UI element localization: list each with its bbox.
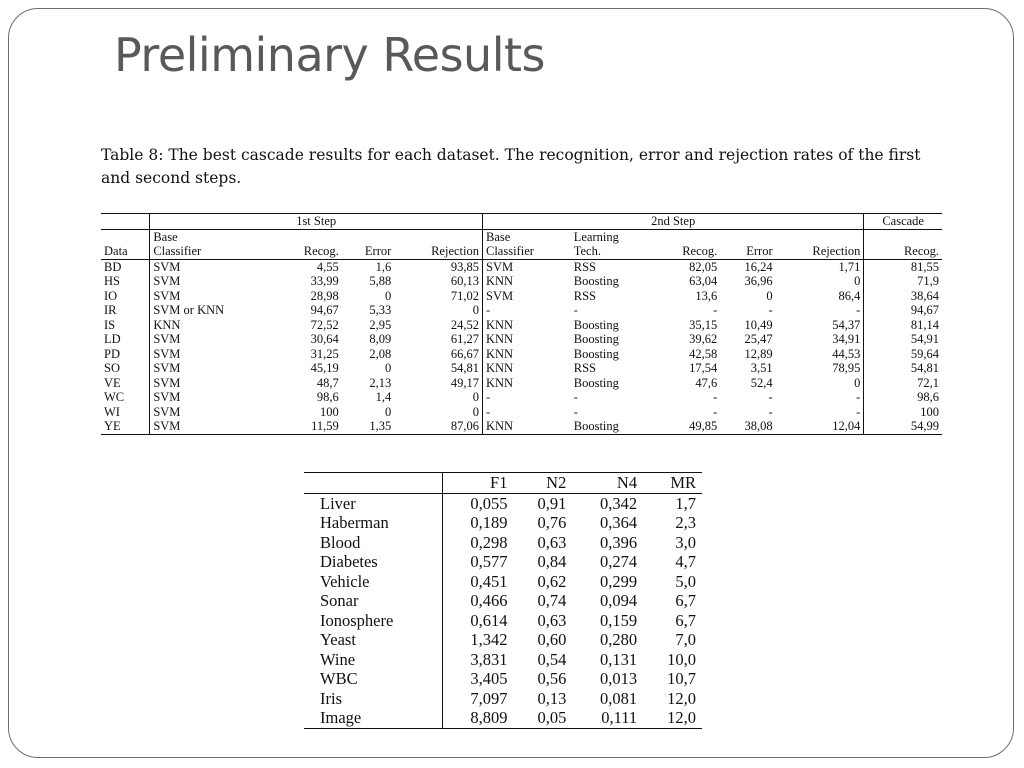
- table8-cell: SVM: [153, 274, 181, 288]
- table8-cell: -: [486, 303, 491, 317]
- table8-header-cell: Data: [101, 244, 150, 259]
- table8-cell: -: [776, 405, 864, 420]
- table8-cell: 66,67: [394, 347, 482, 362]
- table8-cell: 2,95: [369, 317, 392, 332]
- table8-cell: 72,1: [917, 375, 939, 390]
- table2-row: [304, 630, 702, 650]
- table8-cell: KNN: [486, 274, 514, 288]
- table8-cell: -: [486, 404, 491, 419]
- table8-group-header-empty: [101, 214, 150, 230]
- table8-cell: 2,13: [369, 375, 392, 390]
- table8-body: [101, 259, 942, 434]
- table8-cell: 0: [394, 303, 482, 318]
- table8-cell: 60,13: [394, 274, 482, 289]
- table2-row: [304, 533, 702, 553]
- table8-cell: 81,14: [910, 317, 939, 332]
- table8-cell: 72,52: [310, 317, 339, 332]
- slide-title: Preliminary Results: [114, 28, 545, 82]
- table8-cell: 24,52: [394, 318, 482, 333]
- table2-value: 0,63: [537, 532, 567, 552]
- table2-value: 1,7: [675, 493, 696, 513]
- table2-dataset-name: Image: [304, 708, 442, 728]
- table8-cell: KNN: [486, 332, 514, 346]
- table2-dataset-name: Iris: [304, 689, 442, 709]
- table2-header-cell: [304, 473, 442, 494]
- table2-value: 4,7: [675, 552, 696, 571]
- table2-dataset-name: Sonar: [304, 591, 442, 611]
- table8-cell: -: [713, 404, 718, 419]
- table8-cell: 0: [385, 361, 392, 375]
- table2-row: [304, 611, 702, 631]
- table8-cell: 42,58: [689, 346, 718, 361]
- table8-cell: -: [573, 303, 578, 317]
- table8-cell: 63,04: [689, 274, 718, 288]
- table2-value: 0,081: [599, 688, 638, 708]
- table2-row: [304, 650, 702, 670]
- table2-row: [304, 708, 702, 728]
- table8-header-cell: Tech.: [571, 244, 654, 259]
- table2-row: [304, 513, 702, 533]
- table2-body: [304, 493, 702, 728]
- table8-cell: -: [768, 303, 773, 317]
- table8-header-cell: Classifier: [150, 244, 275, 259]
- table8-cell: RSS: [573, 361, 596, 375]
- table2-value: 8,809: [442, 708, 513, 728]
- table8-cell: 30,64: [310, 332, 339, 346]
- table8-cell: 49,85: [654, 419, 721, 434]
- table2-value: 1,342: [470, 630, 508, 649]
- table2-value: 0,91: [537, 493, 567, 513]
- table2-value: 10,0: [667, 649, 696, 669]
- table2-header-row: [304, 473, 702, 494]
- table8-cell: 54,81: [394, 361, 482, 376]
- table8-header-row-1: [101, 229, 942, 244]
- table8-cell: 47,6: [695, 375, 718, 390]
- table8-cell: -: [768, 404, 773, 419]
- table8-row: [101, 318, 942, 333]
- table8-cell: 33,99: [310, 274, 339, 288]
- table8-cell: 48,7: [316, 375, 339, 390]
- table8-cell: 39,62: [689, 332, 718, 346]
- table8-header-cell: Error: [720, 244, 775, 259]
- table8-cell: 36,96: [744, 274, 773, 288]
- table8-cell: 3,51: [750, 361, 773, 375]
- table2-value: 0,466: [470, 591, 508, 610]
- table8-cell: 71,02: [394, 289, 482, 304]
- table2-value: 0,56: [537, 669, 567, 688]
- table8-cell: 100: [920, 404, 939, 419]
- table2-value: 0,342: [599, 493, 638, 513]
- table8-group-header-1st-step: 1st Step: [150, 214, 483, 230]
- table8-cell: 10,49: [744, 317, 773, 332]
- table8-cell: Boosting: [573, 375, 619, 390]
- table8-row: [101, 274, 942, 289]
- table8-cell: -: [573, 404, 578, 419]
- table2-value: 10,7: [667, 669, 696, 688]
- table2-value: 0,131: [599, 649, 638, 669]
- table8-cell: -: [768, 390, 773, 404]
- table8-cell: IR: [101, 303, 150, 318]
- table8-cell: VE: [101, 376, 150, 391]
- table8-cell: WI: [101, 405, 150, 420]
- table8-cell: 34,91: [776, 332, 864, 347]
- table8-cell: SVM: [153, 361, 181, 375]
- table8-cell: 54,37: [776, 318, 864, 333]
- table8-cell: 31,25: [310, 346, 339, 361]
- table8-cell: 0: [385, 288, 392, 303]
- table2-row: [304, 572, 702, 592]
- table8-cell: 49,17: [394, 376, 482, 391]
- table8-cell: 11,59: [275, 419, 342, 434]
- table8-cell: Boosting: [573, 346, 619, 361]
- table8-row: [101, 332, 942, 347]
- table8-cell: SVM or KNN: [153, 303, 225, 317]
- table8-cell: YE: [101, 419, 150, 434]
- table8-cell: 5,33: [369, 303, 392, 317]
- table8-cell: 61,27: [394, 332, 482, 347]
- table2-row: [304, 669, 702, 689]
- table8-row: [101, 347, 942, 362]
- table8-row: [101, 303, 942, 318]
- table8-cell: -: [776, 303, 864, 318]
- table8-cell: KNN: [483, 419, 571, 434]
- table8-cell: 78,95: [776, 361, 864, 376]
- cascade-results-table: [101, 213, 942, 435]
- table2-value: 3,405: [470, 669, 508, 688]
- table8-cell: SVM: [153, 332, 181, 346]
- table2-dataset-name: Blood: [304, 533, 442, 553]
- table8-cell: 86,4: [776, 289, 864, 304]
- table8-cell: -: [713, 303, 718, 317]
- table8-cell: 94,67: [910, 303, 939, 317]
- table8-cell: IS: [101, 318, 150, 333]
- table8-cell: -: [486, 390, 491, 404]
- table8-cell: 35,15: [689, 317, 718, 332]
- table2-value: 0,274: [599, 552, 638, 571]
- table8-cell: RSS: [573, 259, 596, 274]
- table2-dataset-name: Diabetes: [304, 552, 442, 572]
- table8-cell: 2,08: [369, 346, 392, 361]
- table8-row: [101, 419, 942, 434]
- table2-value: 0,364: [599, 513, 638, 532]
- table8-cell: 81,55: [910, 259, 939, 274]
- table2-value: 6,7: [675, 610, 696, 630]
- table2-value: 0,159: [599, 610, 638, 630]
- table8-cell: SVM: [486, 288, 514, 303]
- table8-caption: Table 8: The best cascade results for each dataset. The recognition, error and rejection rates of the first and second steps.: [101, 146, 921, 187]
- table8-cell: Boosting: [573, 317, 619, 332]
- table2-row: [304, 591, 702, 611]
- table8-cell: Boosting: [573, 274, 619, 288]
- table8-cell: PD: [101, 347, 150, 362]
- table8-header-cell: Error: [342, 244, 394, 259]
- table8-header-cell: Classifier: [483, 244, 571, 259]
- table8-header-learning: Learning: [573, 229, 619, 244]
- table8-cell: 12,04: [776, 419, 864, 434]
- table2-value: 0,54: [537, 649, 567, 669]
- table2-value: 0,05: [513, 708, 572, 728]
- table2-row: [304, 689, 702, 709]
- table2-value: 0,396: [599, 532, 638, 552]
- table8-cell: 93,85: [394, 259, 482, 274]
- table2-value: 3,0: [675, 532, 696, 552]
- table8-cell: 82,05: [689, 259, 718, 274]
- table2-header-cell: F1: [442, 473, 513, 494]
- table8-cell: 38,64: [910, 288, 939, 303]
- table8-group-header-row: [101, 214, 942, 230]
- table8-cell: 98,6: [917, 390, 939, 404]
- table2-value: 0,62: [537, 571, 567, 591]
- table8-cell: 0: [394, 405, 482, 420]
- table8-group-header-cascade: Cascade: [864, 214, 942, 230]
- table2-value: 12,0: [643, 708, 702, 728]
- table8-cell: 0: [385, 404, 392, 419]
- table8-header-base-1: Base: [153, 229, 178, 244]
- table2-header-cell: N2: [513, 473, 572, 494]
- table8-cell: -: [573, 390, 578, 404]
- table8-cell: KNN: [486, 346, 514, 361]
- table8-cell: 71,9: [917, 274, 939, 288]
- table8-cell: 16,24: [744, 259, 773, 274]
- table8-cell: SVM: [153, 288, 181, 303]
- table2-row: [304, 552, 702, 572]
- table8-cell: BD: [101, 259, 150, 274]
- table2-value: 6,7: [675, 591, 696, 610]
- table2-dataset-name: Haberman: [304, 513, 442, 533]
- table8-cell: 25,47: [744, 332, 773, 346]
- table8-row: [101, 390, 942, 405]
- table8-cell: LD: [101, 332, 150, 347]
- table2-value: 0,13: [537, 688, 567, 708]
- table2-value: 0,84: [537, 552, 567, 571]
- table2-value: 0,614: [470, 610, 508, 630]
- table8-cell: 5,88: [369, 274, 392, 288]
- table8-cell: 1,71: [776, 259, 864, 274]
- table8-cell: 8,09: [369, 332, 392, 346]
- table8-cell: 1,35: [342, 419, 394, 434]
- table8-header-row-2: [101, 244, 942, 259]
- table2-dataset-name: Ionosphere: [304, 611, 442, 631]
- table8-cell: KNN: [486, 361, 514, 375]
- table8-cell: 12,89: [744, 346, 773, 361]
- table8-row: [101, 361, 942, 376]
- table8-cell: 54,91: [910, 332, 939, 346]
- table2-value: 0,76: [537, 513, 567, 532]
- table8-cell: 1,4: [375, 390, 392, 404]
- table8-cell: -: [776, 390, 864, 405]
- table8-cell: 1,6: [375, 259, 392, 274]
- table2-value: 12,0: [667, 688, 696, 708]
- table8-cell: Boosting: [573, 332, 619, 346]
- table2-dataset-name: Yeast: [304, 630, 442, 650]
- table2-value: 0,63: [537, 610, 567, 630]
- table8-cell: 87,06: [394, 419, 482, 434]
- table8-cell: SVM: [153, 375, 181, 390]
- table2-row: [304, 493, 702, 513]
- table2-value: 0,013: [599, 669, 638, 688]
- table8-header-cell: Rejection: [776, 244, 864, 259]
- table8-cell: SVM: [153, 390, 181, 404]
- table8-cell: 0: [394, 390, 482, 405]
- table8-header-base-2: Base: [486, 229, 511, 244]
- table2-value: 0,299: [599, 571, 638, 591]
- table8-header-cell: Recog.: [654, 244, 721, 259]
- table8-cell: 28,98: [310, 288, 339, 303]
- table8-cell: Boosting: [571, 419, 654, 434]
- table8-header-cell: Recog.: [275, 244, 342, 259]
- table2-value: 7,097: [470, 688, 508, 708]
- table8-cell: 94,67: [310, 303, 339, 317]
- table8-row: [101, 289, 942, 304]
- table8-cell: 4,55: [316, 259, 339, 274]
- table8-cell: 17,54: [689, 361, 718, 375]
- table8-cell: 45,19: [310, 361, 339, 375]
- table2-value: 0,577: [470, 552, 508, 571]
- table2-dataset-name: Liver: [304, 493, 442, 513]
- table8-cell: 52,4: [750, 375, 773, 390]
- table2-value: 0,451: [470, 571, 508, 591]
- table2-value: 3,831: [470, 649, 508, 669]
- table8-cell: SVM: [153, 346, 181, 361]
- table8-cell: -: [713, 390, 718, 404]
- table8-cell: KNN: [153, 317, 181, 332]
- table2-header-cell: N4: [572, 473, 643, 494]
- table2-value: 0,189: [470, 513, 508, 532]
- table8-cell: KNN: [486, 317, 514, 332]
- table8-cell: SO: [101, 361, 150, 376]
- table8-cell: 100: [320, 404, 339, 419]
- table8-cell: 13,6: [695, 288, 718, 303]
- table8-cell: WC: [101, 390, 150, 405]
- table8-cell: 59,64: [910, 346, 939, 361]
- table8-cell: SVM: [150, 419, 275, 434]
- table2-value: 0,094: [599, 591, 638, 610]
- table8-row: [101, 376, 942, 391]
- table2-value: 0,280: [599, 630, 638, 649]
- table8-header-cell: Rejection: [394, 244, 482, 259]
- table2-header-cell: MR: [643, 473, 702, 494]
- table2-value: 0,111: [572, 708, 643, 728]
- table8-row: [101, 259, 942, 274]
- table2-dataset-name: Vehicle: [304, 572, 442, 592]
- table8-cell: 98,6: [316, 390, 339, 404]
- table2-value: 0,60: [537, 630, 567, 649]
- table8-cell: SVM: [153, 259, 181, 274]
- table8-cell: 38,08: [720, 419, 775, 434]
- table8-cell: 54,99: [864, 419, 942, 434]
- table8-cell: 54,81: [910, 361, 939, 375]
- table8-cell: SVM: [486, 259, 514, 274]
- table8-cell: SVM: [153, 404, 181, 419]
- table2-value: 5,0: [675, 571, 696, 591]
- table8-cell: RSS: [573, 288, 596, 303]
- table8-header-cell: Recog.: [864, 244, 942, 259]
- table2-value: 0,055: [470, 493, 508, 513]
- table8-cell: IO: [101, 289, 150, 304]
- table8-cell: 0: [776, 274, 864, 289]
- table2-value: 0,298: [470, 532, 508, 552]
- table8-row: [101, 405, 942, 420]
- table8-cell: 0: [776, 376, 864, 391]
- table2-value: 0,74: [537, 591, 567, 610]
- table8-cell: 0: [766, 288, 773, 303]
- table2-dataset-name: Wine: [304, 650, 442, 670]
- table2-value: 7,0: [675, 630, 696, 649]
- table8-group-header-2nd-step: 2nd Step: [483, 214, 864, 230]
- table2-value: 2,3: [675, 513, 696, 532]
- table8-cell: KNN: [486, 375, 514, 390]
- table2-dataset-name: WBC: [304, 669, 442, 689]
- table8-cell: 44,53: [776, 347, 864, 362]
- complexity-measures-table: [304, 472, 702, 729]
- table8-cell: HS: [101, 274, 150, 289]
